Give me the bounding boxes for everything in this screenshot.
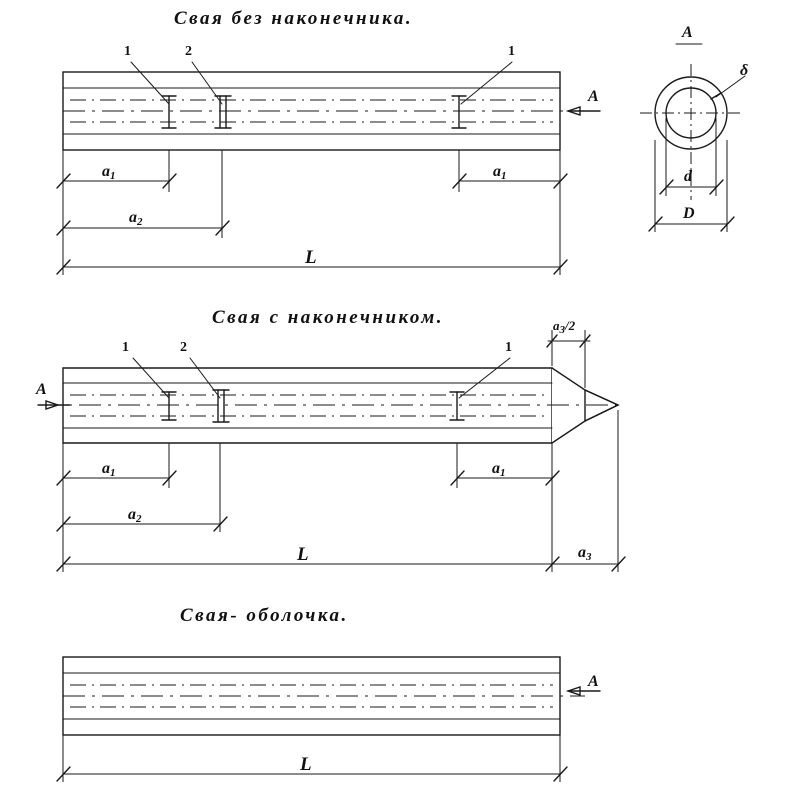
dim-a3-fig2-base: a bbox=[578, 544, 586, 561]
dim-a2-fig2 bbox=[128, 506, 142, 525]
dim-D: D bbox=[683, 205, 695, 222]
callout-1-right-fig1: 1 bbox=[508, 44, 515, 59]
dim-a1-left-fig1 bbox=[102, 163, 116, 182]
section-label-a-fig1: A bbox=[588, 88, 599, 105]
dim-a1-left-fig1-sub: 1 bbox=[110, 170, 116, 182]
dim-a1-right-fig2 bbox=[492, 460, 506, 479]
dim-a2-fig1-sub: 2 bbox=[137, 216, 143, 228]
dim-a1-right-fig1-base: a bbox=[493, 163, 501, 180]
figure-pile-without-tip bbox=[57, 62, 600, 275]
dim-L-fig3: L bbox=[300, 754, 312, 775]
dim-delta: δ bbox=[740, 62, 749, 79]
dim-a1-right-fig2-base: a bbox=[492, 460, 500, 477]
dim-a1-left-fig2-base: a bbox=[102, 460, 110, 477]
dim-a2-fig1 bbox=[129, 209, 143, 228]
dim-a1-right-fig1-sub: 1 bbox=[501, 170, 507, 182]
figure-3-title: Свая- оболочка. bbox=[180, 605, 349, 626]
dim-a1-left-fig2 bbox=[102, 460, 116, 479]
section-a-a-title: A bbox=[682, 24, 693, 41]
dim-a3-half bbox=[553, 318, 575, 336]
dim-a1-left-fig1-base: a bbox=[102, 163, 110, 180]
callout-2-fig1: 2 bbox=[185, 44, 192, 59]
dim-a1-right-fig2-sub: 1 bbox=[500, 467, 506, 479]
dim-a3-half-sub: 3 bbox=[559, 324, 565, 336]
dim-a3-fig2 bbox=[578, 544, 592, 563]
callout-1-left-fig1: 1 bbox=[124, 44, 131, 59]
dim-a1-right-fig1 bbox=[493, 163, 507, 182]
dim-L-fig2: L bbox=[297, 544, 309, 565]
callout-1-left-fig2: 1 bbox=[122, 340, 129, 355]
dim-a1-left-fig2-sub: 1 bbox=[110, 467, 116, 479]
section-label-a-fig3: A bbox=[588, 673, 599, 690]
section-label-a-fig2: A bbox=[36, 381, 47, 398]
callout-2-fig2: 2 bbox=[180, 340, 187, 355]
dim-L-fig1: L bbox=[305, 247, 317, 268]
figure-2-title: Свая с наконечником. bbox=[212, 307, 444, 328]
dim-a2-fig2-base: a bbox=[128, 506, 136, 523]
callout-1-right-fig2: 1 bbox=[505, 340, 512, 355]
figure-pile-with-tip bbox=[38, 330, 625, 572]
figure-1-title: Свая без наконечника. bbox=[174, 8, 414, 29]
figure-section-a-a bbox=[640, 44, 745, 232]
dim-a3-half-den: /2 bbox=[565, 318, 576, 333]
dim-d: d bbox=[684, 168, 692, 185]
dim-a3-half-base: a bbox=[553, 318, 560, 333]
figure-pile-shell bbox=[57, 657, 600, 782]
dim-a2-fig2-sub: 2 bbox=[136, 513, 142, 525]
dim-a2-fig1-base: a bbox=[129, 209, 137, 226]
dim-a3-fig2-sub: 3 bbox=[586, 551, 592, 563]
